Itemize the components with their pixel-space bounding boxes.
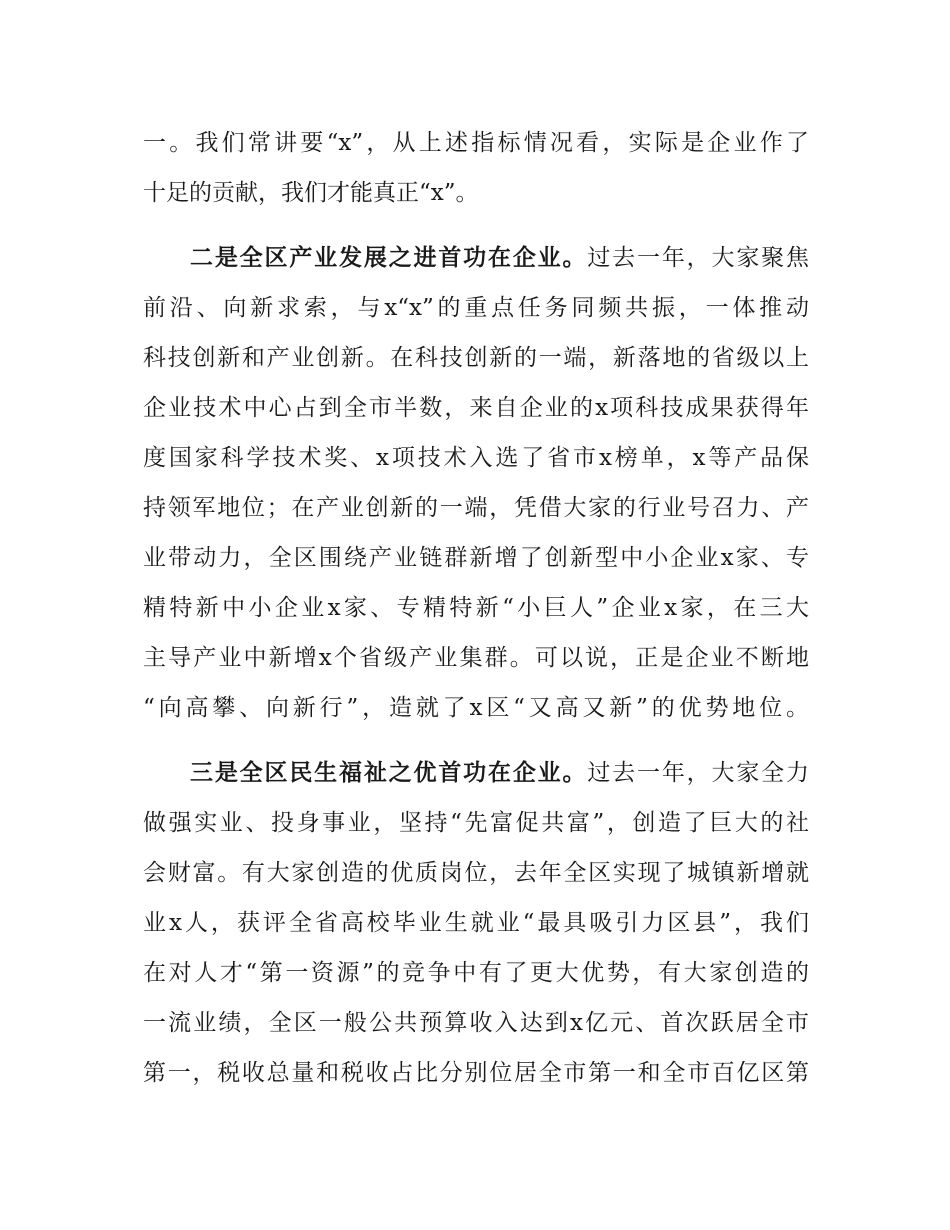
paragraph-line: 一流业绩，全区一般公共预算收入达到x亿元、首次跃居全市 bbox=[143, 1010, 809, 1036]
paragraph-line: 十足的贡献，我们才能真正“x”。 bbox=[143, 180, 479, 206]
paragraph-line: 在对人才“第一资源”的竞争中有了更大优势，有大家创造的 bbox=[143, 960, 809, 986]
paragraph-line: 第一，税收总量和税收占比分别位居全市第一和全市百亿区第 bbox=[143, 1060, 809, 1086]
paragraph-heading-line bbox=[190, 758, 809, 788]
paragraph-line: 前沿、向新求索，与x“x”的重点任务同频共振，一体推动 bbox=[143, 295, 809, 321]
paragraph-line: 科技创新和产业创新。在科技创新的一端，新落地的省级以上 bbox=[143, 345, 809, 371]
paragraph-heading-line bbox=[190, 243, 809, 273]
paragraph-line: 企业技术中心占到全市半数，来自企业的x项科技成果获得年 bbox=[143, 395, 809, 421]
paragraph-text: 过去一年，大家聚焦 bbox=[587, 245, 810, 271]
paragraph-line: 一。我们常讲要“x”，从上述指标情况看，实际是企业作了 bbox=[143, 130, 809, 156]
paragraph-line: 业x人，获评全省高校毕业生就业“最具吸引力区县”，我们 bbox=[143, 910, 809, 936]
paragraph-line: 业带动力，全区围绕产业链群新增了创新型中小企业x家、专 bbox=[143, 545, 809, 571]
paragraph-text: 过去一年，大家全力 bbox=[587, 760, 810, 786]
paragraph-line: “向高攀、向新行”，造就了x区“又高又新”的优势地位。 bbox=[143, 695, 809, 721]
paragraph-line: 持领军地位；在产业创新的一端，凭借大家的行业号召力、产 bbox=[143, 495, 809, 521]
paragraph-line: 主导产业中新增x个省级产业集群。可以说，正是企业不断地 bbox=[143, 645, 809, 671]
paragraph-line: 做强实业、投身事业，坚持“先富促共富”，创造了巨大的社 bbox=[143, 810, 809, 836]
paragraph-heading: 二是全区产业发展之进首功在企业。 bbox=[190, 245, 588, 271]
paragraph-line: 精特新中小企业x家、专精特新“小巨人”企业x家，在三大 bbox=[143, 595, 809, 621]
paragraph-heading: 三是全区民生福祉之优首功在企业。 bbox=[190, 760, 588, 786]
paragraph-line: 度国家科学技术奖、x项技术入选了省市x榜单，x等产品保 bbox=[143, 445, 809, 471]
paragraph-line: 会财富。有大家创造的优质岗位，去年全区实现了城镇新增就 bbox=[143, 860, 809, 886]
